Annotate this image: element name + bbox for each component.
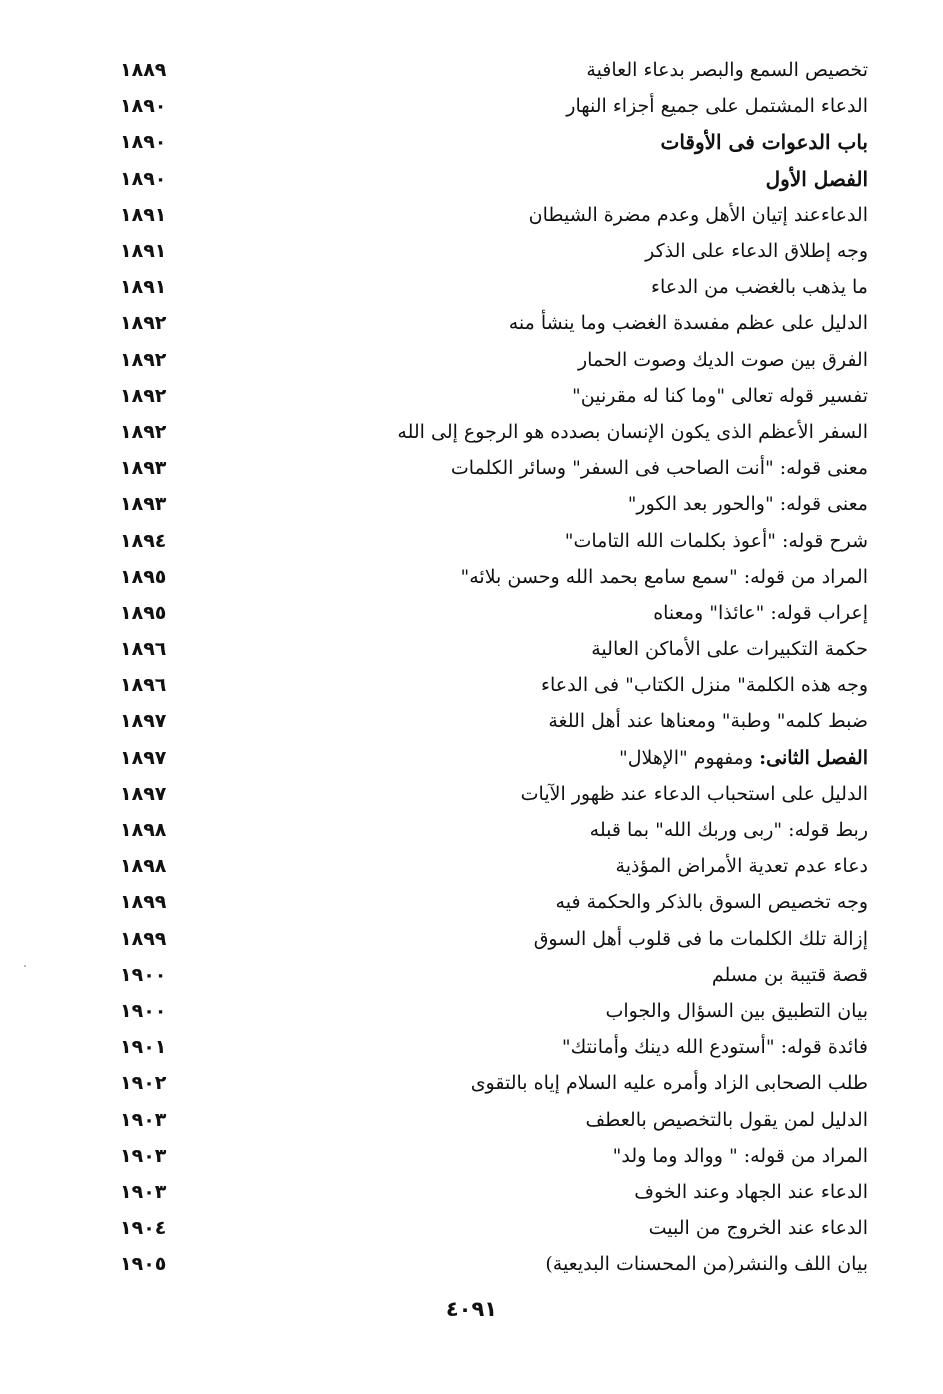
toc-row <box>120 124 868 160</box>
toc-row <box>120 921 868 957</box>
page-number-footer: ٤٠٩١ <box>445 1297 498 1321</box>
toc-entry-title: السفر الأعظم الذى يكون الإنسان بصدده هو الرجوع إلى الله <box>397 420 868 443</box>
toc-entry-title: فائدة قوله: "أستودع الله دينك وأمانتك" <box>561 1036 868 1059</box>
toc-page-number: ١٨٩٠ <box>120 131 167 154</box>
toc-row <box>120 1246 868 1282</box>
toc-row <box>120 414 868 450</box>
toc-entry-heading: الفصل الثانى: <box>759 746 868 769</box>
toc-row <box>120 52 868 88</box>
toc-row <box>120 1029 868 1065</box>
toc-entry-title: معنى قوله: "والحور بعد الكور" <box>627 493 868 516</box>
toc-entry-title: حكمة التكبيرات على الأماكن العالية <box>591 638 868 661</box>
toc-entry-title: الفرق بين صوت الديك وصوت الحمار <box>577 348 868 371</box>
toc-page-number: ١٨٩٢ <box>120 384 167 407</box>
toc-entry-rest: ومفهوم "الإهلال" <box>618 746 760 769</box>
toc-page-number: ١٩٠٢ <box>120 1072 167 1095</box>
toc-page-number: ١٨٩٧ <box>120 710 167 733</box>
toc-row <box>120 957 868 993</box>
toc-entry-title: ضبط كلمه" وطبة" ومعناها عند أهل اللغة <box>548 710 868 733</box>
toc-page-number: ١٨٩٥ <box>120 565 167 588</box>
toc-page-number: ١٨٩١ <box>120 276 167 299</box>
toc-page-number: ١٩٠٣ <box>120 1144 167 1167</box>
toc-page-number: ١٨٩٢ <box>120 312 167 335</box>
toc-entry-title: بيان التطبيق بين السؤال والجواب <box>605 999 868 1022</box>
toc-page-number: ١٨٩٢ <box>120 420 167 443</box>
toc-row <box>120 631 868 667</box>
toc-entry-title: تفسير قوله تعالى "وما كنا له مقرنين" <box>572 384 868 407</box>
toc-entry-title: ربط قوله: "ربى وربك الله" بما قبله <box>589 819 868 842</box>
toc-row <box>120 233 868 269</box>
toc-entry-title: وجه هذه الكلمة" منزل الكتاب" فى الدعاء <box>541 674 868 697</box>
toc-page-number: ١٨٩٣ <box>120 493 167 516</box>
toc-page-number: ١٨٩٠ <box>120 167 167 190</box>
toc-row <box>120 378 868 414</box>
toc-page-number: ١٩٠٣ <box>120 1108 167 1131</box>
toc-row <box>120 88 868 124</box>
toc-page-number: ١٨٩٨ <box>120 819 167 842</box>
toc-entry-title: ما يذهب بالغضب من الدعاء <box>651 276 868 299</box>
toc-entry-title: المراد من قوله: " ووالد وما ولد" <box>612 1144 868 1167</box>
margin-mark <box>24 965 26 967</box>
toc-entry-title: الدليل على عظم مفسدة الغضب وما ينشأ منه <box>508 312 868 335</box>
toc-row <box>120 993 868 1029</box>
toc-entry-title: قصة قتيبة بن مسلم <box>711 963 868 986</box>
toc-page-number: ١٩٠٠ <box>120 963 167 986</box>
toc-entry-title <box>190 747 868 769</box>
toc-row <box>120 450 868 486</box>
toc-entry-title: تخصيص السمع والبصر بدعاء العافية <box>586 59 868 82</box>
toc-page-number: ١٨٩٣ <box>120 457 167 480</box>
toc-page-number: ١٨٩١ <box>120 203 167 226</box>
toc-row <box>120 559 868 595</box>
toc-page-number: ١٩٠٤ <box>120 1217 167 1240</box>
toc-page-number: ١٨٩٦ <box>120 674 167 697</box>
toc-page-number: ١٨٩٦ <box>120 638 167 661</box>
toc-page-number: ١٩٠٣ <box>120 1180 167 1203</box>
toc-entry-title: بيان اللف والنشر(من المحسنات البديعية) <box>545 1253 868 1276</box>
toc-page-number: ١٨٩٨ <box>120 855 167 878</box>
toc-entry-title: دعاء عدم تعدية الأمراض المؤذية <box>615 855 868 878</box>
toc-page-number: ١٨٩٩ <box>120 891 167 914</box>
toc-row <box>120 1138 868 1174</box>
toc-page-number: ١٨٩٤ <box>120 529 167 552</box>
toc-row <box>120 884 868 920</box>
toc-row <box>120 1210 868 1246</box>
toc-page-number: ١٨٨٩ <box>120 59 167 82</box>
toc-entry-title: الدعاء المشتمل على جميع أجزاء النهار <box>566 95 868 118</box>
toc-row <box>120 595 868 631</box>
toc-entry-title: الدليل على استحباب الدعاء عند ظهور الآيات <box>520 782 868 805</box>
toc-entry-title: معنى قوله: "أنت الصاحب فى السفر" وسائر الكلمات <box>450 457 868 480</box>
toc-row <box>120 197 868 233</box>
toc-entry-title: وجه إطلاق الدعاء على الذكر <box>645 240 868 263</box>
toc-page-number: ١٨٩٧ <box>120 782 167 805</box>
toc-row <box>120 1065 868 1101</box>
toc-row <box>120 1174 868 1210</box>
toc-entry-title: الفصل الأول <box>765 166 868 191</box>
toc-row <box>120 305 868 341</box>
toc-entry-title: إزالة تلك الكلمات ما فى قلوب أهل السوق <box>533 927 868 950</box>
table-of-contents <box>120 52 868 1282</box>
toc-row <box>120 269 868 305</box>
toc-entry-title: الدليل لمن يقول بالتخصيص بالعطف <box>585 1108 868 1131</box>
toc-entry-title: الدعاء عند الخروج من البيت <box>648 1217 868 1240</box>
toc-page-number: ١٨٩٩ <box>120 927 167 950</box>
toc-page-number: ١٨٩٢ <box>120 348 167 371</box>
toc-row <box>120 812 868 848</box>
toc-page-number: ١٨٩٠ <box>120 95 167 118</box>
toc-entry-title: طلب الصحابى الزاد وأمره عليه السلام إياه بالتقوى <box>470 1072 868 1095</box>
toc-page-number: ١٩٠٥ <box>120 1253 167 1276</box>
toc-entry-title: شرح قوله: "أعوذ بكلمات الله التامات" <box>564 529 868 552</box>
toc-page-number: ١٨٩١ <box>120 240 167 263</box>
toc-row <box>120 848 868 884</box>
toc-entry-title: باب الدعوات فى الأوقات <box>660 130 868 155</box>
toc-page-number: ١٩٠٠ <box>120 999 167 1022</box>
toc-row <box>120 522 868 558</box>
toc-row <box>120 667 868 703</box>
toc-entry-title: إعراب قوله: "عائذا" ومعناه <box>653 601 868 624</box>
toc-page-number: ١٨٩٧ <box>120 746 167 769</box>
toc-entry-title: الدعاء عند الجهاد وعند الخوف <box>634 1180 868 1203</box>
toc-row <box>120 703 868 739</box>
toc-row <box>120 486 868 522</box>
toc-entry-title: المراد من قوله: "سمع سامع بحمد الله وحسن بلائه" <box>460 565 868 588</box>
toc-row <box>120 776 868 812</box>
toc-row <box>120 740 868 776</box>
toc-row <box>120 342 868 378</box>
toc-page-number: ١٩٠١ <box>120 1036 167 1059</box>
toc-row <box>120 1101 868 1137</box>
toc-page-number: ١٨٩٥ <box>120 601 167 624</box>
toc-entry-title: وجه تخصيص السوق بالذكر والحكمة فيه <box>555 891 868 914</box>
toc-entry-title: الدعاءعند إتيان الأهل وعدم مضرة الشيطان <box>528 203 868 226</box>
toc-row <box>120 161 868 197</box>
